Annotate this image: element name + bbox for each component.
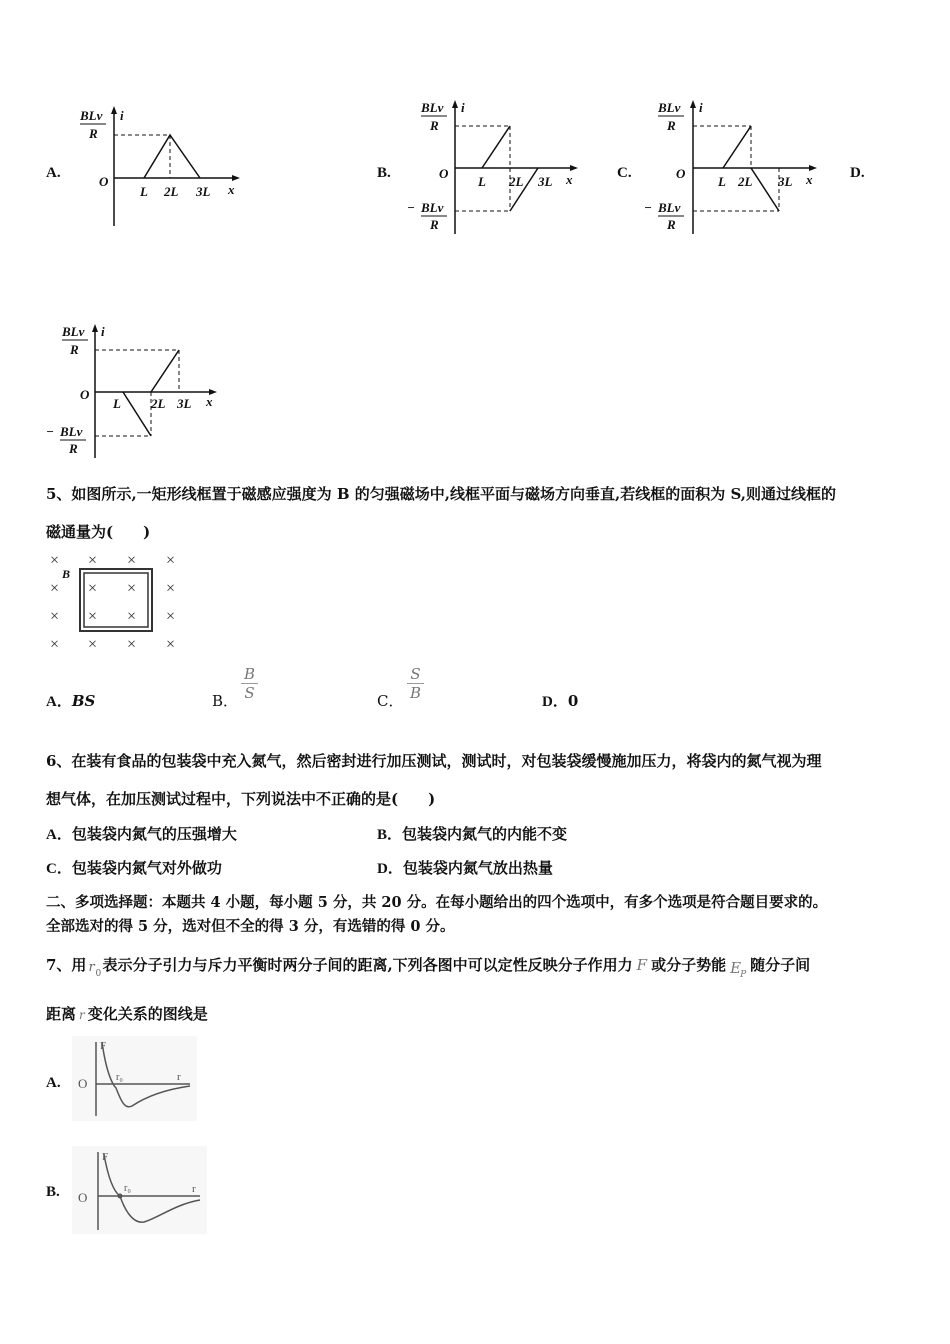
graph-a-tick-2: 2L: [164, 184, 179, 199]
graph-b-neg: −: [407, 200, 415, 215]
field-cross: ×: [50, 636, 60, 653]
q7-ep-sub: P: [740, 970, 747, 980]
graph-7b-r0: r₀: [124, 1183, 131, 1194]
graph-7b-origin: O: [78, 1190, 88, 1205]
q4-option-c-label[interactable]: C.: [617, 165, 632, 181]
q4-option-d-label[interactable]: D.: [850, 165, 865, 181]
graph-c-tick-3: 3L: [778, 174, 793, 189]
field-cross: ×: [88, 552, 98, 569]
graph-d-origin: O: [80, 387, 90, 402]
graph-b-tick-1: L: [478, 174, 486, 189]
field-cross: ×: [166, 608, 176, 625]
q6-option-a-text: 包装袋内氮气的压强增大: [71, 825, 237, 843]
graph-a-i: i: [120, 108, 124, 123]
graph-b-tick-2: 2L: [509, 174, 524, 189]
graph-c-tick-2: 2L: [738, 174, 753, 189]
fraction-denominator: S: [244, 684, 255, 702]
q5-option-d[interactable]: [542, 691, 578, 712]
graph-d-x: x: [206, 394, 213, 409]
q6-option-b-label: B．: [377, 827, 403, 843]
graph-c-origin: O: [676, 166, 686, 181]
q7-force-symbol: F: [636, 956, 648, 974]
q7-graph-a: [72, 1036, 197, 1121]
graph-7a-origin: O: [78, 1076, 88, 1091]
q7-r0-letter: r: [88, 960, 95, 975]
field-cross: ×: [166, 552, 176, 569]
graph-7a-r0: r₀: [116, 1072, 123, 1083]
q7-r-symbol: r: [79, 1008, 85, 1022]
q5-option-c-label[interactable]: C．: [377, 692, 404, 710]
q6-option-b[interactable]: [377, 824, 567, 845]
field-cross: ×: [50, 580, 60, 597]
q6-option-c-label: C．: [46, 861, 72, 877]
field-cross: ×: [166, 580, 176, 597]
graph-c-tick-1: L: [718, 174, 726, 189]
field-cross: ×: [166, 636, 176, 653]
field-cross: ×: [88, 636, 98, 653]
graph-d-i: i: [101, 324, 105, 339]
graph-c-neg: −: [644, 200, 652, 215]
graph-d-amp: BLv: [62, 324, 85, 339]
q7-part1: 7、用: [46, 956, 87, 974]
q5-option-a-label: A．: [46, 694, 72, 710]
field-cross: ×: [127, 636, 137, 653]
q5-stem-line1: 5、如图所示,一矩形线框置于磁感应强度为 B 的匀强磁场中,线框平面与磁场方向垂直,若线框的面积为 S,则通过线框的: [46, 485, 836, 503]
graph-a-den: R: [89, 126, 98, 141]
graph-a-amp: BLv: [80, 108, 103, 123]
section2-instructions-line1: 二、多项选择题：本题共 4 小题，每小题 5 分，共 20 分。在每小题给出的四个选项中，有多个选项是符合题目要求的。: [46, 894, 828, 911]
q7-ep-letter: E: [730, 959, 742, 977]
fraction-denominator: B: [410, 684, 422, 702]
field-cross: ×: [88, 608, 98, 625]
q6-option-d-text: 包装袋内氮气放出热量: [402, 859, 553, 877]
q5-figure-b-label: B: [62, 567, 71, 581]
q5-option-d-label: D．: [542, 694, 568, 710]
graph-a-tick-1: L: [140, 184, 148, 199]
graph-c-x: x: [806, 172, 813, 187]
q4-graph-b: [405, 96, 590, 236]
q6-option-a[interactable]: [46, 824, 237, 845]
q5-option-a[interactable]: [46, 691, 95, 712]
graph-b-den-neg: R: [430, 217, 439, 232]
q6-stem-line1: 6、在装有食品的包装袋中充入氮气，然后密封进行加压测试，测试时，对包装袋缓慢施加压力，将袋内的氮气视为理: [46, 752, 822, 770]
q7-part4: 随分子间: [750, 956, 811, 974]
graph-d-tick-2: 2L: [151, 396, 166, 411]
q4-graph-c: [640, 96, 825, 236]
q7-line2-b: 变化关系的图线是: [87, 1005, 208, 1023]
graph-a-origin: O: [99, 174, 109, 189]
q7-option-a-label[interactable]: A.: [46, 1075, 61, 1091]
field-cross: ×: [127, 580, 137, 597]
q4-graph-d: [40, 322, 230, 460]
q5-option-c-fraction: [407, 665, 424, 702]
q5-magnetic-field-figure: [44, 548, 189, 656]
q6-option-c-text: 包装袋内氮气对外做功: [71, 859, 222, 877]
q7-option-b-label[interactable]: B.: [46, 1184, 60, 1200]
q4-graph-a: [70, 100, 250, 230]
field-cross: ×: [88, 580, 98, 597]
q5-stem-line2: 磁通量为( ): [46, 523, 151, 541]
graph-c-i: i: [699, 100, 703, 115]
q5-option-a-text: BS: [71, 692, 96, 710]
q7-stem-line1: [46, 955, 811, 980]
q5-option-b-label[interactable]: B．: [212, 692, 239, 710]
graph-7a-f-label: F: [100, 1040, 107, 1052]
graph-b-i: i: [461, 100, 465, 115]
graph-c-den: R: [667, 118, 676, 133]
graph-7b-r-label: r: [192, 1183, 196, 1195]
graph-b-den: R: [430, 118, 439, 133]
graph-a-x: x: [228, 182, 235, 197]
q4-option-b-label[interactable]: B.: [377, 165, 391, 181]
q7-part3: 或分子势能: [651, 956, 727, 974]
q7-stem-line2: [46, 1004, 208, 1025]
q7-part2: 表示分子引力与斥力平衡时两分子间的距离,下列各图中可以定性反映分子作用力: [102, 956, 633, 974]
graph-a-tick-3: 3L: [196, 184, 211, 199]
graph-b-amp-neg: BLv: [421, 200, 444, 215]
field-cross: ×: [127, 608, 137, 625]
graph-b-x: x: [566, 172, 573, 187]
field-cross: ×: [50, 608, 60, 625]
q5-option-b-fraction: [241, 665, 258, 702]
graph-c-amp: BLv: [658, 100, 681, 115]
section2-instructions-line2: 全部选对的得 5 分，选对但不全的得 3 分，有选错的得 0 分。: [46, 918, 455, 935]
graph-7a-r-label: r: [177, 1071, 181, 1083]
q4-option-a-label[interactable]: A.: [46, 165, 61, 181]
graph-d-amp-neg: BLv: [60, 424, 83, 439]
q6-option-c[interactable]: [46, 858, 222, 879]
graph-c-amp-neg: BLv: [658, 200, 681, 215]
graph-c-den-neg: R: [667, 217, 676, 232]
q6-option-b-text: 包装袋内氮气的内能不变: [402, 825, 568, 843]
graph-d-tick-3: 3L: [177, 396, 192, 411]
field-cross: ×: [127, 552, 137, 569]
graph-b-amp: BLv: [421, 100, 444, 115]
q5-option-d-text: 0: [567, 692, 579, 710]
fraction-numerator: S: [407, 665, 424, 684]
q7-r0-sub: 0: [95, 969, 102, 979]
graph-b-tick-3: 3L: [538, 174, 553, 189]
field-cross: ×: [50, 552, 60, 569]
q6-option-d[interactable]: [377, 858, 553, 879]
graph-7b-f-label: F: [102, 1151, 109, 1163]
graph-d-den: R: [70, 342, 79, 357]
graph-d-tick-1: L: [113, 396, 121, 411]
q7-graph-b: [72, 1146, 207, 1234]
q6-option-d-label: D．: [377, 861, 403, 877]
q6-stem-line2: 想气体，在加压测试过程中，下列说法中不正确的是( ): [46, 790, 436, 808]
graph-b-origin: O: [439, 166, 449, 181]
q7-line2-a: 距离: [46, 1005, 77, 1023]
q6-option-a-label: A．: [46, 827, 72, 843]
graph-d-neg: −: [46, 424, 54, 439]
fraction-numerator: B: [241, 665, 258, 684]
graph-d-den-neg: R: [69, 441, 78, 456]
